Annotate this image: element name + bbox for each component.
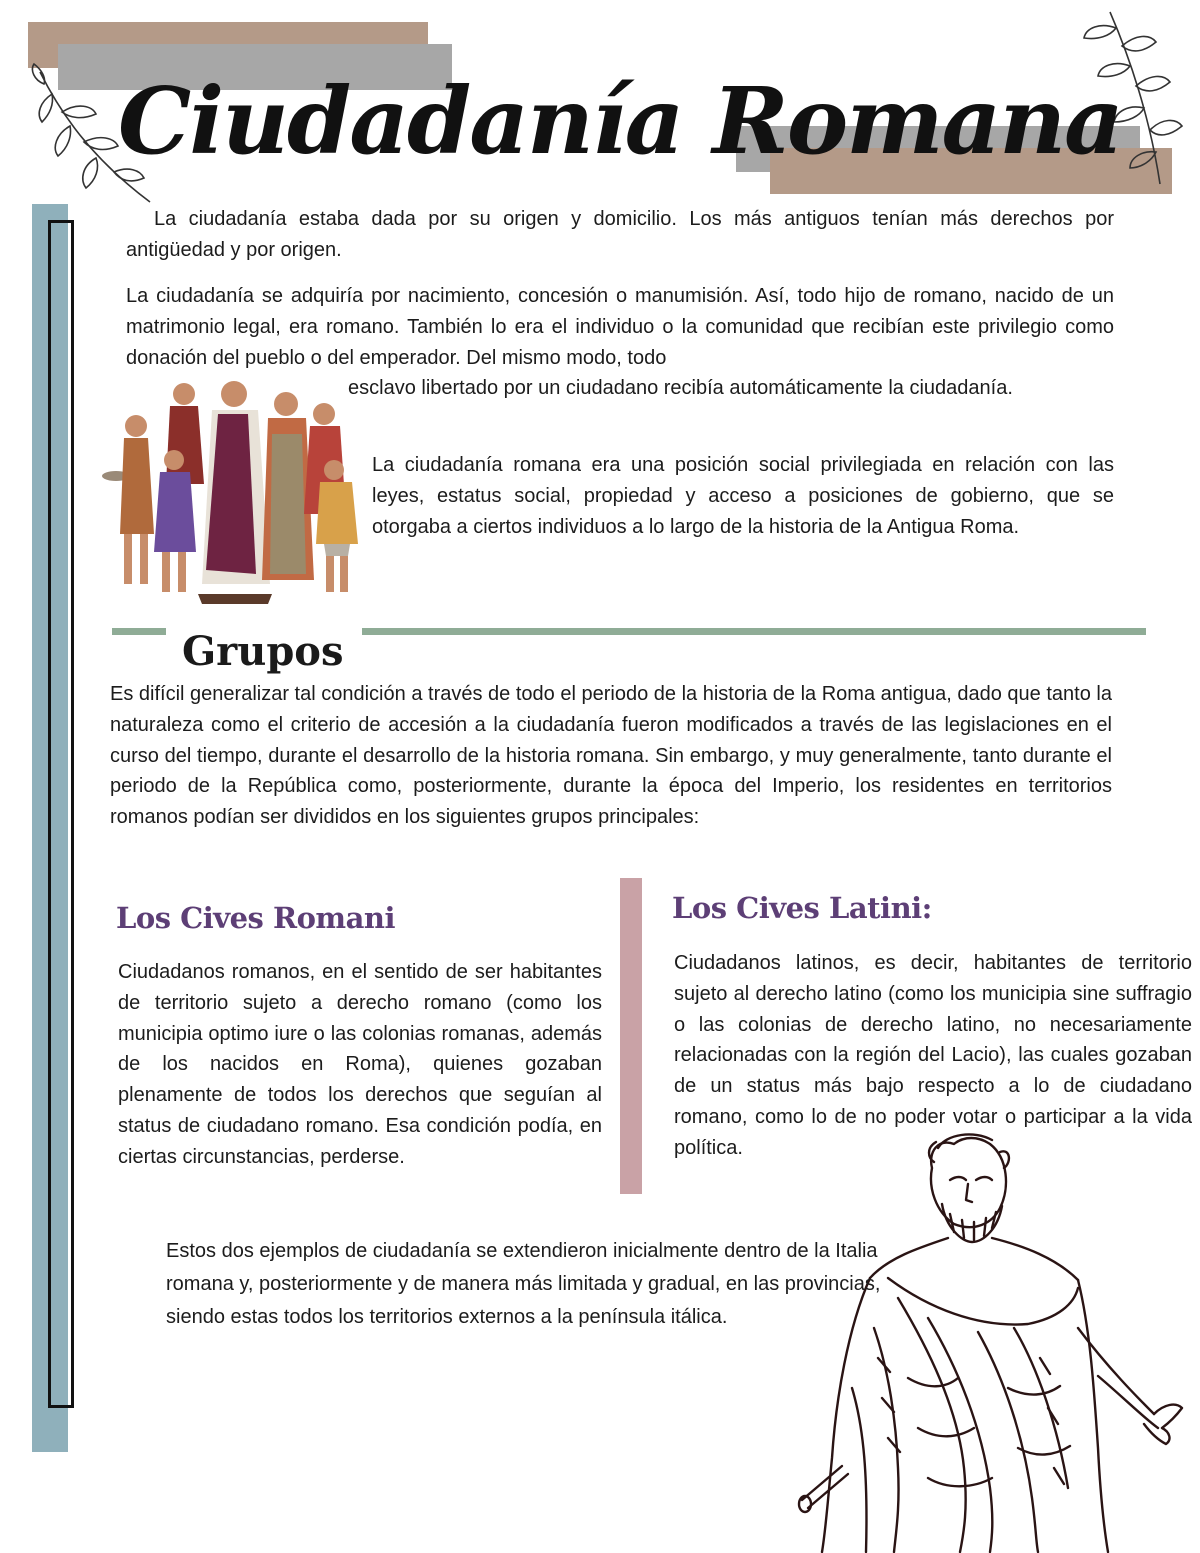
roman-family-illustration [102, 374, 360, 610]
cives-latini-paragraph: Ciudadanos latinos, es decir, habitantes de territorio sujeto al derecho latino (como los municipia sine suffragio o las colonias de derecho latino, no necesariamente relacionadas con la región del Lacio), las cuales gozaban de un status más bajo respecto a lo de ciudadano romano, como lo de no poder votar o participar a la vida política. [674, 952, 1192, 1159]
grupos-rule-left [112, 628, 166, 635]
intro-paragraph-1: La ciudadanía estaba dada por su origen y domicilio. Los más antiguos tenían más derechos por antigüedad y por origen. [126, 208, 1114, 261]
intro-paragraph-2-continued: esclavo libertado por un ciudadano recibía automáticamente la ciudadanía. [348, 377, 1013, 399]
grupos-rule-right [362, 628, 1146, 635]
page-title: Ciudadanía Romana [118, 67, 1122, 175]
closing-paragraph: Estos dos ejemplos de ciudadanía se extendieron inicialmente dentro de la Italia romana y, posteriormente y de manera más limitada y gradual, en las provincias, siendo estas todos los territorios externos a la península itálica. [166, 1240, 881, 1328]
column-divider-pink [620, 878, 642, 1194]
grupos-heading: Grupos [182, 628, 344, 675]
grupos-paragraph: Es difícil generalizar tal condición a través de todo el periodo de la historia de la Roma antigua, dado que tanto la naturaleza como el criterio de accesión a la ciudadanía fueron modificados a través de las legislaciones en el curso del tiempo, durante el desarrollo de la historia romana. Sin embargo, y muy generalmente, tanto durante el periodo de la República como, posteriormente, durante la época del Imperio, los residentes en territorios romanos podían ser divididos en los siguientes grupos principales: [110, 683, 1112, 829]
side-outline-bar [48, 220, 74, 1408]
intro-paragraph-2: La ciudadanía se adquiría por nacimiento, concesión o manumisión. Así, todo hijo de romano, nacido de un matrimonio legal, era romano. También lo era el individuo o la comunidad que recibían este privilegio como donación del pueblo o del emperador. Del mismo modo, todo [126, 285, 1114, 369]
intro-paragraph-3: La ciudadanía romana era una posición social privilegiada en relación con las leyes, estatus social, propiedad y acceso a posiciones de gobierno, que se otorgaba a ciertos individuos a lo largo de la historia de la Antigua Roma. [372, 454, 1114, 538]
cives-romani-heading: Los Cives Romani [116, 901, 395, 935]
roman-statue-sketch [778, 1128, 1188, 1553]
cives-latini-heading: Los Cives Latini: [672, 891, 932, 925]
cives-romani-paragraph: Ciudadanos romanos, en el sentido de ser habitantes de territorio sujeto a derecho romano (como los municipia optimo iure o las colonias romanas, además de los nacidos en Roma), quienes gozaban plenamente de todos los derechos que seguían al status de ciudadano romano. Esa condición podía, en ciertas circunstancias, perderse. [118, 961, 602, 1168]
